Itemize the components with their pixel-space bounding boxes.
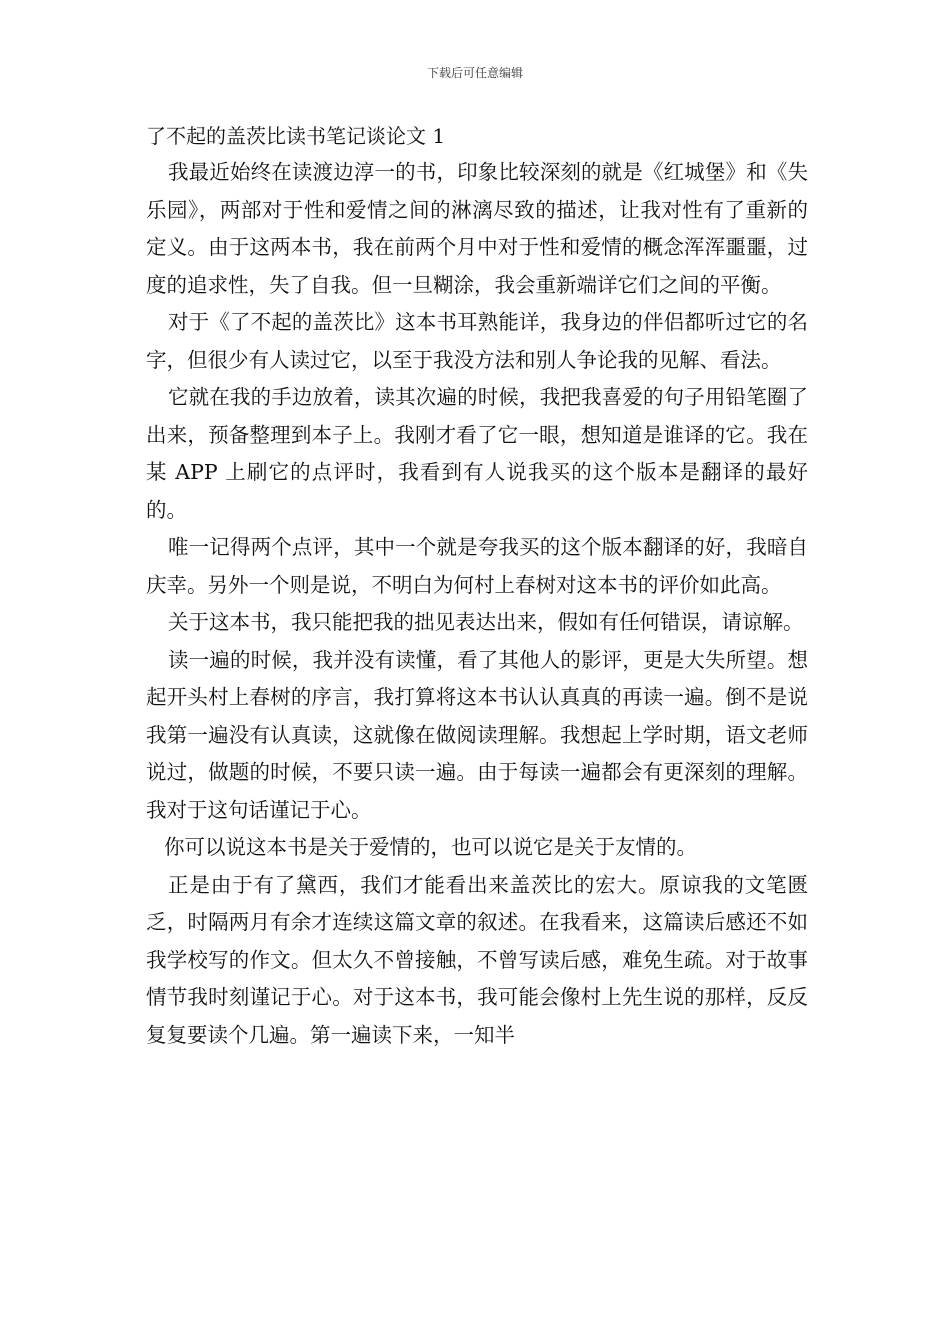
paragraph-2: 对于《了不起的盖茨比》这本书耳熟能详，我身边的伴侣都听过它的名字，但很少有人读过它，以至于我没方法和别人争论我的见解、看法。 — [146, 310, 808, 372]
paragraph-5: 关于这本书，我只能把我的拙见表达出来，假如有任何错误，请谅解。 — [168, 610, 804, 634]
paragraph-3: 它就在我的手边放着，读其次遍的时候，我把我喜爱的句子用铅笔圈了出来，预备整理到本子上。我刚才看了它一眼，想知道是谁译的它。我在某 APP 上刷它的点评时，我看到有人说我买的这个版本是翻译的最好的。 — [146, 385, 808, 522]
paragraph-1: 我最近始终在读渡边淳一的书，印象比较深刻的就是《红城堡》和《失乐园》，两部对于性和爱情之间的淋漓尽致的描述，让我对性有了重新的定义。由于这两本书，我在前两个月中对于性和爱情的概念浑浑噩噩，过度的追求性，失了自我。但一旦糊涂，我会重新端详它们之间的平衡。 — [146, 160, 808, 297]
document-body — [146, 120, 808, 1054]
paragraph-7: 你可以说这本书是关于爱情的，也可以说它是关于友情的。 — [164, 835, 697, 859]
paragraph-4: 唯一记得两个点评，其中一个就是夸我买的这个版本翻译的好，我暗自庆幸。另外一个则是说，不明白为何村上春树对这本书的评价如此高。 — [146, 535, 808, 597]
paragraph-8: 正是由于有了黛西，我们才能看出来盖茨比的宏大。原谅我的文笔匮乏，时隔两月有余才连续这篇文章的叙述。在我看来，这篇读后感还不如我学校写的作文。但太久不曾接触，不曾写读后感，难免生疏。对于故事情节我时刻谨记于心。对于这本书，我可能会像村上先生说的那样，反反复复要读个几遍。第一遍读下来，一知半 — [146, 872, 808, 1047]
document-title: 了不起的盖茨比读书笔记谈论文 1 — [146, 124, 446, 148]
paragraph-6: 读一遍的时候，我并没有读懂，看了其他人的影评，更是大失所望。想起开头村上春树的序言，我打算将这本书认认真真的再读一遍。倒不是说我第一遍没有认真读，这就像在做阅读理解。我想起上学时期，语文老师说过，做题的时候，不要只读一遍。由于每读一遍都会有更深刻的理解。我对于这句话谨记于心。 — [146, 647, 808, 822]
page-header-note: 下载后可任意编辑 — [426, 66, 523, 80]
